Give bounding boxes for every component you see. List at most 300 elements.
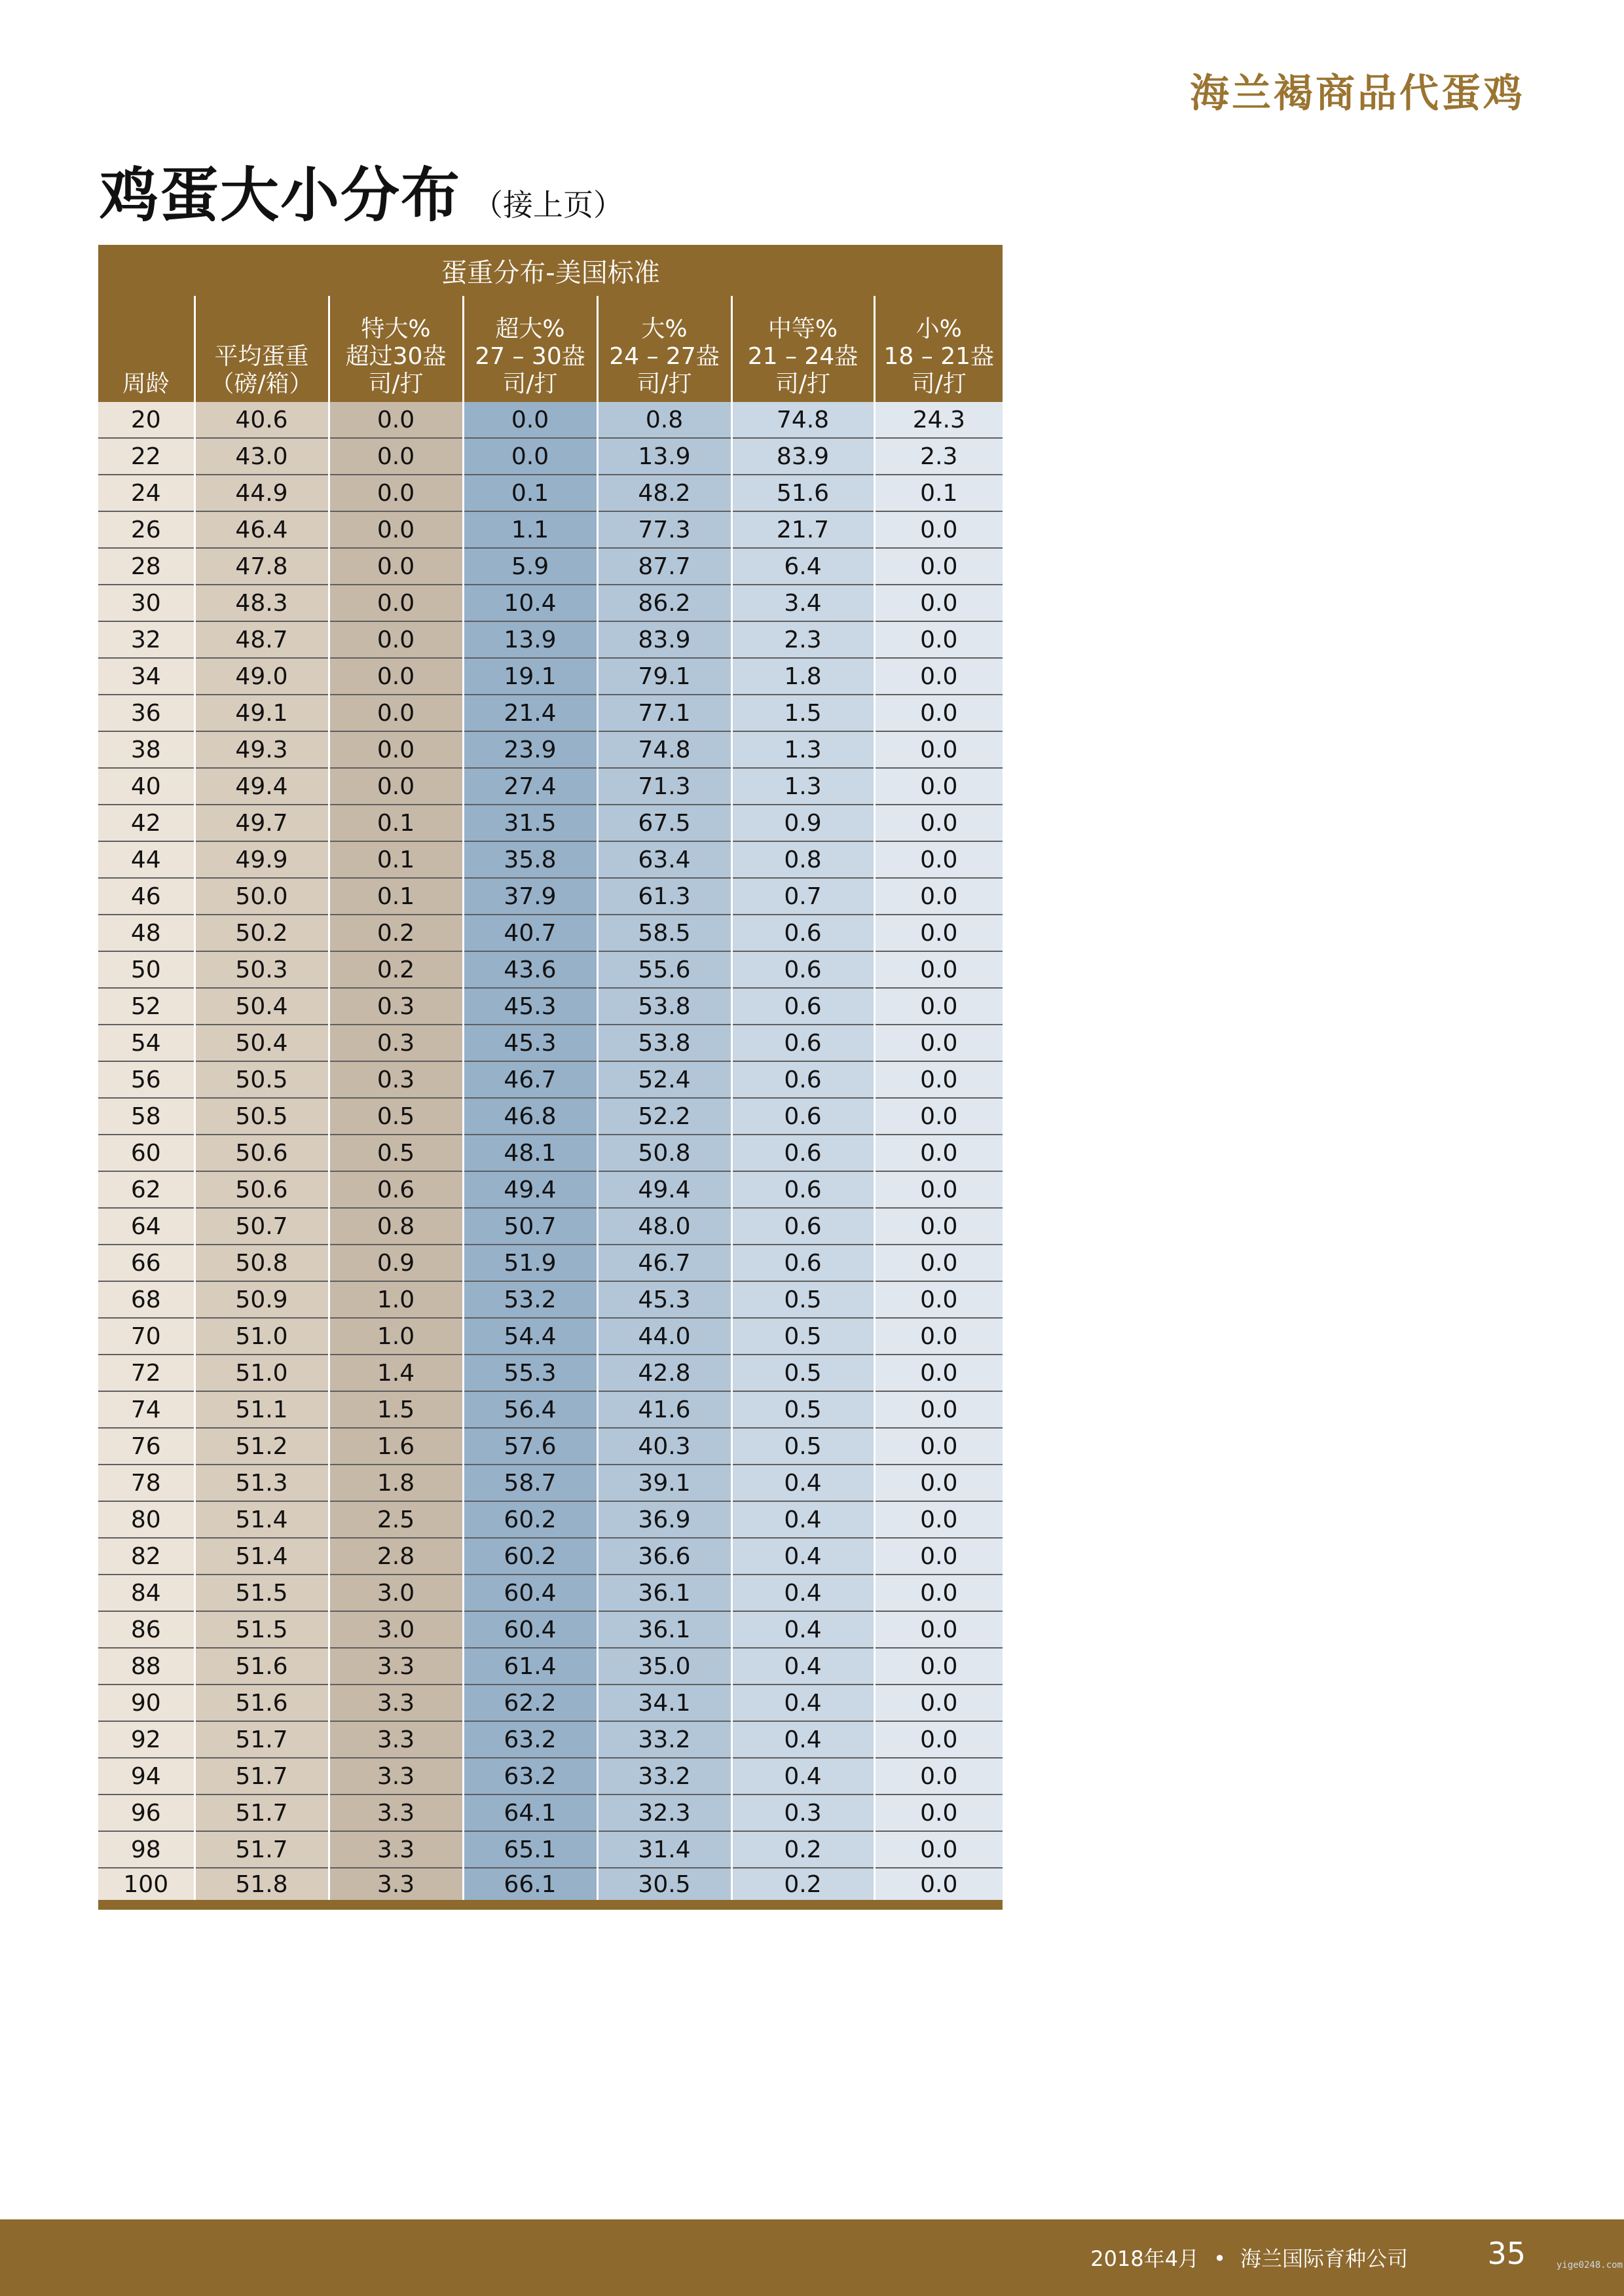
table-row	[98, 1171, 1003, 1208]
table-cell: 0.0	[329, 731, 463, 768]
watermark: yige0248.com	[1556, 2260, 1623, 2270]
table-cell: 98	[98, 1831, 194, 1868]
table-cell: 48.7	[194, 621, 329, 658]
column-header-line: 平均蛋重	[214, 343, 309, 370]
table-cell: 0.0	[874, 548, 1003, 585]
table-cell: 46.7	[463, 1061, 597, 1098]
table-cell: 0.0	[329, 438, 463, 475]
footer-separator: •	[1213, 2246, 1226, 2271]
table-cell: 50.6	[194, 1135, 329, 1171]
table-cell: 60.4	[463, 1611, 597, 1648]
table-cell: 0.6	[731, 915, 874, 951]
table-cell: 38	[98, 731, 194, 768]
table-cell: 0.3	[329, 1025, 463, 1061]
table-cell: 0.0	[329, 585, 463, 621]
table-cell: 50.4	[194, 1025, 329, 1061]
table-cell: 63.4	[597, 841, 731, 878]
table-cell: 88	[98, 1648, 194, 1685]
table-cell: 51.9	[463, 1245, 597, 1281]
table-cell: 0.0	[874, 695, 1003, 731]
table-cell: 64	[98, 1208, 194, 1245]
table-cell: 77.1	[597, 695, 731, 731]
table-row	[98, 1611, 1003, 1648]
table-cell: 51.0	[194, 1318, 329, 1355]
column-header	[874, 296, 1003, 402]
brand-title: 海兰褐商品代蛋鸡	[1190, 71, 1525, 117]
table-cell: 51.6	[731, 475, 874, 511]
table-row	[98, 1868, 1003, 1900]
table-cell: 43.0	[194, 438, 329, 475]
table-cell: 31.5	[463, 805, 597, 841]
table-cell: 28	[98, 548, 194, 585]
table-row	[98, 1281, 1003, 1318]
table-cell: 0.0	[874, 1428, 1003, 1465]
table-cell: 1.8	[329, 1465, 463, 1501]
table-cell: 61.3	[597, 878, 731, 915]
table-cell: 0.0	[874, 1465, 1003, 1501]
table-cell: 0.0	[874, 1575, 1003, 1611]
table-cell: 32	[98, 621, 194, 658]
table-cell: 83.9	[731, 438, 874, 475]
table-cell: 0.7	[731, 878, 874, 915]
table-cell: 51.7	[194, 1758, 329, 1795]
table-cell: 26	[98, 511, 194, 548]
table-cell: 0.6	[731, 1208, 874, 1245]
table-cell: 50.7	[194, 1208, 329, 1245]
table-cell: 0.6	[731, 1098, 874, 1135]
table-cell: 1.0	[329, 1281, 463, 1318]
table-row	[98, 1831, 1003, 1868]
table-cell: 50.9	[194, 1281, 329, 1318]
table-cell: 0.9	[329, 1245, 463, 1281]
table-cell: 36.9	[597, 1501, 731, 1538]
table-cell: 37.9	[463, 878, 597, 915]
table-cell: 0.0	[874, 841, 1003, 878]
table-cell: 27.4	[463, 768, 597, 805]
table-cell: 50.0	[194, 878, 329, 915]
table-cell: 24	[98, 475, 194, 511]
table-cell: 90	[98, 1685, 194, 1721]
table-cell: 56	[98, 1061, 194, 1098]
table-row	[98, 1465, 1003, 1501]
column-header-line: 27 – 30盎	[475, 343, 585, 370]
table-cell: 74	[98, 1391, 194, 1428]
table-row	[98, 731, 1003, 768]
table-cell: 30.5	[597, 1868, 731, 1900]
table-cell: 6.4	[731, 548, 874, 585]
table-cell: 0.4	[731, 1575, 874, 1611]
table-cell: 0.4	[731, 1501, 874, 1538]
table-cell: 0.0	[874, 1135, 1003, 1171]
table-cell: 50.6	[194, 1171, 329, 1208]
table-cell: 71.3	[597, 768, 731, 805]
table-cell: 50.2	[194, 915, 329, 951]
table-cell: 49.0	[194, 658, 329, 695]
table-cell: 13.9	[463, 621, 597, 658]
table-cell: 63.2	[463, 1758, 597, 1795]
table-cell: 49.1	[194, 695, 329, 731]
column-header-line: 18 – 21盎	[883, 343, 995, 370]
table-cell: 51.0	[194, 1355, 329, 1391]
table-cell: 46.4	[194, 511, 329, 548]
table-cell: 34	[98, 658, 194, 695]
table-row	[98, 1355, 1003, 1391]
table-cell: 3.3	[329, 1758, 463, 1795]
table-cell: 33.2	[597, 1721, 731, 1758]
table-cell: 60.2	[463, 1501, 597, 1538]
table-cell: 32.3	[597, 1795, 731, 1831]
page-subtitle: （接上页）	[473, 187, 623, 223]
table-cell: 45.3	[463, 1025, 597, 1061]
table-row	[98, 621, 1003, 658]
table-row	[98, 915, 1003, 951]
table-cell: 0.0	[874, 1098, 1003, 1135]
table-cell: 21.4	[463, 695, 597, 731]
table-cell: 50.5	[194, 1098, 329, 1135]
table-cell: 44.9	[194, 475, 329, 511]
table-cell: 3.3	[329, 1795, 463, 1831]
table-cell: 0.6	[731, 1245, 874, 1281]
table-cell: 0.1	[329, 805, 463, 841]
table-row	[98, 878, 1003, 915]
table-cell: 41.6	[597, 1391, 731, 1428]
column-header	[98, 296, 194, 402]
table-row	[98, 1795, 1003, 1831]
table-row	[98, 1135, 1003, 1171]
table-cell: 0.0	[329, 475, 463, 511]
table-cell: 0.3	[731, 1795, 874, 1831]
table-cell: 51.7	[194, 1721, 329, 1758]
table-cell: 3.3	[329, 1721, 463, 1758]
table-cell: 0.0	[463, 402, 597, 438]
table-row	[98, 1685, 1003, 1721]
column-header	[731, 296, 874, 402]
table-cell: 24.3	[874, 402, 1003, 438]
table-cell: 0.0	[874, 1281, 1003, 1318]
table-row	[98, 841, 1003, 878]
table-row	[98, 1025, 1003, 1061]
table-cell: 0.0	[874, 1171, 1003, 1208]
table-cell: 0.0	[874, 1538, 1003, 1575]
table-cell: 77.3	[597, 511, 731, 548]
table-row	[98, 548, 1003, 585]
table-cell: 60.4	[463, 1575, 597, 1611]
column-header	[194, 296, 329, 402]
table-cell: 0.0	[874, 1391, 1003, 1428]
table-cell: 0.1	[329, 841, 463, 878]
table-cell: 0.0	[874, 1611, 1003, 1648]
column-header-line: 21 – 24盎	[747, 343, 858, 370]
table-cell: 78	[98, 1465, 194, 1501]
table-cell: 0.0	[874, 951, 1003, 988]
table-cell: 60.2	[463, 1538, 597, 1575]
table-cell: 34.1	[597, 1685, 731, 1721]
table-cell: 0.4	[731, 1685, 874, 1721]
table-cell: 44.0	[597, 1318, 731, 1355]
table-cell: 3.0	[329, 1611, 463, 1648]
table-cell: 52.2	[597, 1098, 731, 1135]
table-cell: 74.8	[731, 402, 874, 438]
table-cell: 50	[98, 951, 194, 988]
table-cell: 42	[98, 805, 194, 841]
table-cell: 0.5	[329, 1098, 463, 1135]
table-cell: 51.4	[194, 1501, 329, 1538]
table-cell: 44	[98, 841, 194, 878]
table-cell: 0.0	[874, 915, 1003, 951]
table-cell: 36	[98, 695, 194, 731]
table-cell: 74.8	[597, 731, 731, 768]
table-cell: 46.8	[463, 1098, 597, 1135]
table-cell: 79.1	[597, 658, 731, 695]
column-header-line: 司/打	[911, 371, 967, 397]
table-cell: 39.1	[597, 1465, 731, 1501]
table-cell: 1.3	[731, 731, 874, 768]
table-cell: 51.7	[194, 1831, 329, 1868]
egg-size-table-container	[98, 245, 1003, 1910]
table-cell: 0.0	[463, 438, 597, 475]
table-cell: 0.0	[874, 1318, 1003, 1355]
table-cell: 49.4	[194, 768, 329, 805]
column-header-line: 司/打	[637, 371, 692, 397]
table-cell: 0.0	[874, 1061, 1003, 1098]
table-cell: 48.2	[597, 475, 731, 511]
table-cell: 0.0	[874, 1648, 1003, 1685]
table-cell: 1.5	[329, 1391, 463, 1428]
table-cell: 68	[98, 1281, 194, 1318]
table-cell: 0.3	[329, 1061, 463, 1098]
table-cell: 76	[98, 1428, 194, 1465]
table-cell: 82	[98, 1538, 194, 1575]
table-cell: 62	[98, 1171, 194, 1208]
table-cell: 53.8	[597, 1025, 731, 1061]
table-cell: 0.4	[731, 1648, 874, 1685]
table-cell: 84	[98, 1575, 194, 1611]
table-cell: 0.9	[731, 805, 874, 841]
table-cell: 96	[98, 1795, 194, 1831]
table-row	[98, 1648, 1003, 1685]
table-cell: 58	[98, 1098, 194, 1135]
table-cell: 1.1	[463, 511, 597, 548]
table-cell: 54	[98, 1025, 194, 1061]
table-cell: 30	[98, 585, 194, 621]
table-cell: 51.6	[194, 1648, 329, 1685]
table-row	[98, 1318, 1003, 1355]
table-cell: 5.9	[463, 548, 597, 585]
table-cell: 0.0	[874, 1025, 1003, 1061]
column-header-line: 司/打	[775, 371, 831, 397]
table-cell: 1.8	[731, 658, 874, 695]
table-cell: 0.5	[731, 1318, 874, 1355]
column-header-line: 小%	[915, 316, 962, 342]
footer-date: 2018年4月	[1090, 2246, 1200, 2271]
table-cell: 46.7	[597, 1245, 731, 1281]
table-cell: 22	[98, 438, 194, 475]
table-cell: 0.0	[874, 1758, 1003, 1795]
table-row	[98, 768, 1003, 805]
table-cell: 67.5	[597, 805, 731, 841]
table-cell: 0.6	[329, 1171, 463, 1208]
table-cell: 0.8	[329, 1208, 463, 1245]
column-header-line: 周龄	[122, 371, 170, 397]
table-cell: 0.6	[731, 1025, 874, 1061]
table-cell: 51.3	[194, 1465, 329, 1501]
table-cell: 0.1	[874, 475, 1003, 511]
table-row	[98, 1098, 1003, 1135]
table-cell: 0.4	[731, 1721, 874, 1758]
column-header-line: 中等%	[767, 316, 838, 342]
column-header	[463, 296, 597, 402]
table-cell: 10.4	[463, 585, 597, 621]
egg-size-table	[98, 245, 1003, 1900]
table-cell: 0.6	[731, 951, 874, 988]
table-cell: 48	[98, 915, 194, 951]
table-cell: 0.0	[874, 585, 1003, 621]
table-cell: 0.0	[874, 1721, 1003, 1758]
table-cell: 0.4	[731, 1465, 874, 1501]
table-cell: 3.3	[329, 1868, 463, 1900]
table-row	[98, 585, 1003, 621]
table-cell: 51.6	[194, 1685, 329, 1721]
table-cell: 48.3	[194, 585, 329, 621]
column-header-line: 司/打	[368, 371, 424, 397]
table-cell: 60	[98, 1135, 194, 1171]
table-cell: 0.6	[731, 1135, 874, 1171]
table-cell: 0.5	[731, 1391, 874, 1428]
footer-bar	[0, 2219, 1624, 2296]
table-cell: 50.3	[194, 951, 329, 988]
table-row	[98, 1575, 1003, 1611]
table-cell: 0.8	[731, 841, 874, 878]
table-cell: 1.6	[329, 1428, 463, 1465]
table-row	[98, 1428, 1003, 1465]
table-cell: 3.3	[329, 1685, 463, 1721]
table-cell: 3.3	[329, 1648, 463, 1685]
table-cell: 49.7	[194, 805, 329, 841]
table-cell: 36.1	[597, 1575, 731, 1611]
table-cell: 66	[98, 1245, 194, 1281]
table-cell: 3.3	[329, 1831, 463, 1868]
table-cell: 86.2	[597, 585, 731, 621]
table-cell: 1.5	[731, 695, 874, 731]
table-cell: 43.6	[463, 951, 597, 988]
table-cell: 0.6	[731, 1061, 874, 1098]
table-cell: 48.1	[463, 1135, 597, 1171]
table-cell: 50.5	[194, 1061, 329, 1098]
table-row	[98, 1061, 1003, 1098]
table-cell: 0.6	[731, 988, 874, 1025]
table-cell: 49.9	[194, 841, 329, 878]
table-cell: 3.4	[731, 585, 874, 621]
table-cell: 35.0	[597, 1648, 731, 1685]
table-cell: 50.8	[597, 1135, 731, 1171]
table-row	[98, 438, 1003, 475]
table-row	[98, 988, 1003, 1025]
table-cell: 51.5	[194, 1611, 329, 1648]
table-cell: 0.5	[731, 1428, 874, 1465]
table-cell: 42.8	[597, 1355, 731, 1391]
page-title-row	[100, 147, 623, 232]
table-cell: 65.1	[463, 1831, 597, 1868]
table-cell: 2.5	[329, 1501, 463, 1538]
table-cell: 83.9	[597, 621, 731, 658]
table-cell: 0.0	[874, 1245, 1003, 1281]
table-cell: 36.6	[597, 1538, 731, 1575]
table-cell: 63.2	[463, 1721, 597, 1758]
table-cell: 31.4	[597, 1831, 731, 1868]
table-caption: 蛋重分布-美国标准	[98, 245, 1003, 296]
table-cell: 0.0	[874, 1208, 1003, 1245]
footer-text	[1090, 2242, 1408, 2272]
table-cell: 61.4	[463, 1648, 597, 1685]
table-cell: 0.0	[874, 658, 1003, 695]
table-cell: 40.6	[194, 402, 329, 438]
table-cell: 0.0	[874, 1355, 1003, 1391]
table-row	[98, 658, 1003, 695]
table-cell: 40	[98, 768, 194, 805]
table-cell: 0.0	[874, 988, 1003, 1025]
table-cell: 53.8	[597, 988, 731, 1025]
table-cell: 20	[98, 402, 194, 438]
table-cell: 94	[98, 1758, 194, 1795]
table-cell: 0.2	[329, 951, 463, 988]
table-cell: 2.8	[329, 1538, 463, 1575]
table-cell: 49.4	[463, 1171, 597, 1208]
table-cell: 92	[98, 1721, 194, 1758]
table-row	[98, 1721, 1003, 1758]
table-cell: 0.0	[329, 621, 463, 658]
table-cell: 58.5	[597, 915, 731, 951]
table-cell: 1.4	[329, 1355, 463, 1391]
table-cell: 40.7	[463, 915, 597, 951]
table-cell: 87.7	[597, 548, 731, 585]
table-cell: 52.4	[597, 1061, 731, 1098]
table-cell: 0.1	[463, 475, 597, 511]
table-cell: 55.3	[463, 1355, 597, 1391]
column-header-line: 超过30盎	[345, 343, 447, 370]
table-cell: 0.5	[329, 1135, 463, 1171]
table-cell: 51.2	[194, 1428, 329, 1465]
page-number: 35	[1487, 2236, 1526, 2271]
table-cell: 51.5	[194, 1575, 329, 1611]
column-header-line: 特大%	[361, 316, 431, 342]
table-cell: 52	[98, 988, 194, 1025]
column-header-line: （磅/箱）	[210, 371, 313, 397]
table-row	[98, 1245, 1003, 1281]
table-cell: 51.7	[194, 1795, 329, 1831]
column-header-line: 24 – 27盎	[609, 343, 720, 370]
table-cell: 0.0	[874, 1795, 1003, 1831]
table-body	[98, 402, 1003, 1900]
table-cell: 0.0	[874, 1685, 1003, 1721]
table-cell: 64.1	[463, 1795, 597, 1831]
table-cell: 66.1	[463, 1868, 597, 1900]
table-cell: 51.1	[194, 1391, 329, 1428]
table-cell: 23.9	[463, 731, 597, 768]
table-cell: 0.0	[874, 1868, 1003, 1900]
table-cell: 58.7	[463, 1465, 597, 1501]
table-cell: 21.7	[731, 511, 874, 548]
table-cell: 0.0	[329, 768, 463, 805]
table-cell: 3.0	[329, 1575, 463, 1611]
table-cell: 100	[98, 1868, 194, 1900]
table-cell: 49.3	[194, 731, 329, 768]
table-cell: 40.3	[597, 1428, 731, 1465]
table-cell: 50.8	[194, 1245, 329, 1281]
table-row	[98, 1208, 1003, 1245]
table-cell: 0.0	[329, 402, 463, 438]
table-cell: 19.1	[463, 658, 597, 695]
column-header-line: 大%	[641, 316, 688, 342]
